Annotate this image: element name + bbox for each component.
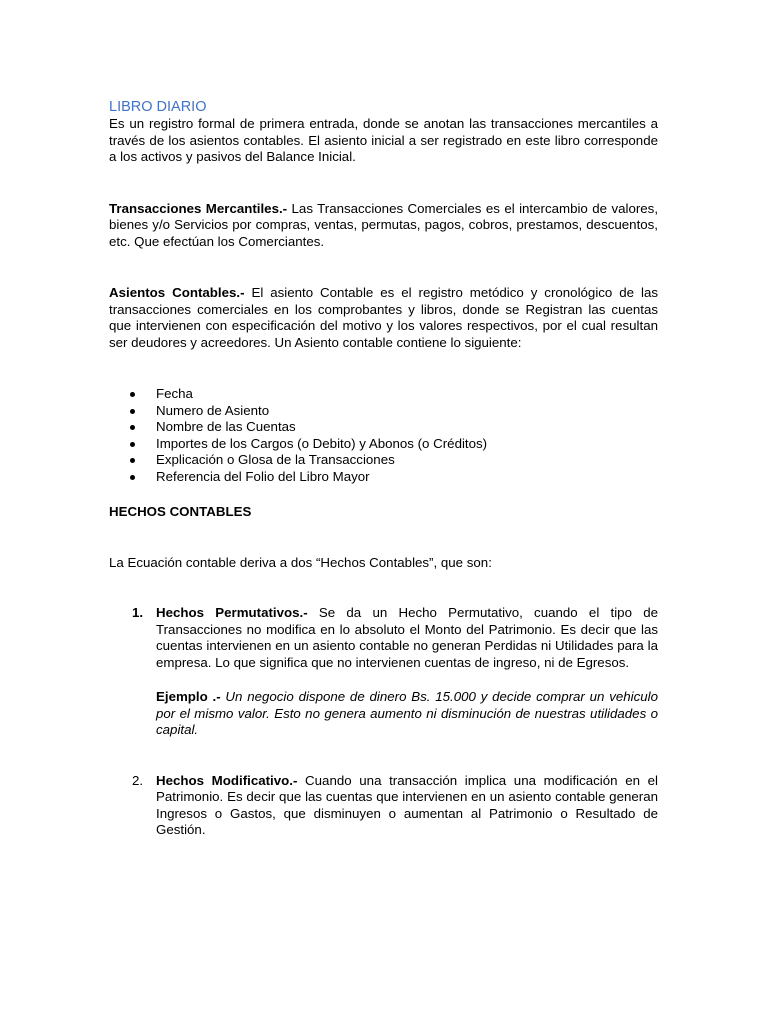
list-item [109, 419, 658, 436]
hechos-intro: La Ecuación contable deriva a dos “Hechos Contables”, que son: [109, 554, 492, 570]
hechos-heading: HECHOS CONTABLES [109, 504, 252, 519]
bullet-icon [130, 475, 135, 480]
list-item-text: Importes de los Cargos (o Debito) y Abonos (o Créditos) [156, 435, 488, 451]
hechos-list [109, 605, 658, 671]
permutativos-term: Hechos Permutativos.- [156, 605, 308, 620]
asiento-contents-list [109, 386, 658, 485]
intro-paragraph: Es un registro formal de primera entrada, donde se anotan las transacciones mercantiles a través de los asientos contables. El asiento inicial a ser registrado en este libro corresponde a los activos y pasivos del Balance Inicial. [109, 116, 658, 164]
document-title: LIBRO DIARIO [109, 99, 207, 115]
modificativo-term: Hechos Modificativo.- [156, 772, 298, 788]
ejemplo-term: Ejemplo .- [156, 689, 221, 704]
document-page [109, 99, 658, 839]
list-item-text: Numero de Asiento [156, 402, 270, 418]
item-number: 1. [132, 605, 144, 620]
permutativos-text: Se da un Hecho Permutativo, cuando el tipo de Transacciones no modifica en lo absoluto el Monto del Patrimonio. Es decir que las cuentas intervienen en un asiento contable no generan Perdidas ni Utilidades para la empresa. Lo que significa que no intervienen cuentas de ingreso, ni de Egresos. [156, 605, 659, 670]
bullet-icon [130, 392, 135, 397]
list-item [109, 452, 658, 469]
bullet-icon [130, 409, 135, 414]
list-item [109, 403, 658, 420]
list-item-text: Fecha [156, 386, 193, 401]
bullet-icon [130, 442, 135, 447]
asientos-term: Asientos Contables.- [109, 285, 245, 300]
list-item-permutativos [109, 605, 658, 671]
item-number: 2. [132, 772, 144, 788]
list-item-text: Nombre de las Cuentas [156, 419, 296, 434]
transacciones-text: Las Transacciones Comerciales es el intercambio de valores, bienes y/o Servicios por compras, ventas, permutas, pagos, cobros, prestamos, descuentos, etc. Que efectúan los Comerciantes. [109, 200, 659, 249]
list-item [109, 469, 658, 486]
list-item-modificativo [109, 773, 658, 839]
ejemplo-text: Un negocio dispone de dinero Bs. 15.000 y decide comprar un vehiculo por el mismo valor. Esto no genera aumento ni disminución de nuestras utilidades o capital. [156, 689, 659, 737]
asientos-paragraph [109, 285, 658, 351]
asientos-text: El asiento Contable es el registro metódico y cronológico de las transacciones comerciales en los comprobantes y libros, donde se Registran las cuentas que intervienen con especificación del motivo y los valores respectivos, por el cual resultan ser deudores y acreedores. Un Asiento contable contiene lo siguiente: [109, 285, 658, 350]
ejemplo-paragraph [109, 689, 658, 739]
transacciones-paragraph [109, 201, 658, 251]
bullet-icon [130, 458, 135, 463]
list-item [109, 436, 658, 453]
modificativo-text: Cuando una transacción implica una modificación en el Patrimonio. Es decir que las cuentas que intervienen en un asiento contable generan Ingresos o Gastos, que disminuyen o aumentan al Patrimonio o Resultado de Gestión. [156, 772, 658, 837]
list-item [109, 386, 658, 403]
transacciones-term: Transacciones Mercantiles.- [109, 200, 288, 216]
list-item-text: Explicación o Glosa de la Transacciones [156, 452, 395, 467]
list-item-text: Referencia del Folio del Libro Mayor [156, 468, 370, 484]
hechos-list-continued [109, 773, 658, 839]
bullet-icon [130, 425, 135, 430]
